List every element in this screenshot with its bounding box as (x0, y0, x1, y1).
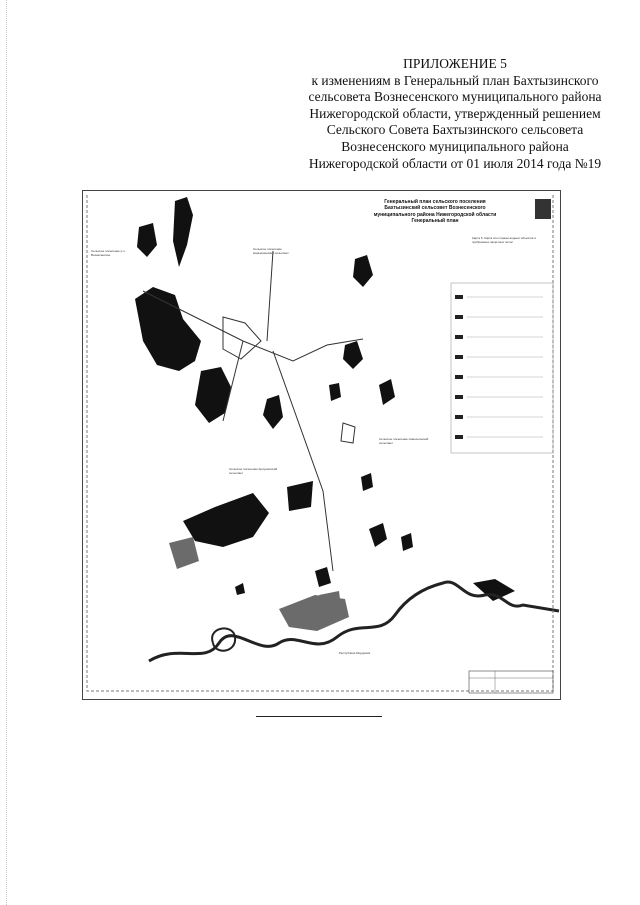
forest-patch (287, 481, 313, 511)
area-label-south: Республика Мордовия (339, 651, 371, 655)
road (267, 251, 273, 341)
page-edge-line (6, 0, 7, 905)
forest-patch (263, 395, 283, 429)
forest-patch (343, 341, 363, 369)
coat-of-arms (535, 199, 551, 219)
map-title-line: Бахтызинский сельсовет Вознесенского (384, 205, 486, 212)
forest-patch (353, 255, 373, 287)
map-drawing (83, 191, 560, 699)
map-legend (451, 283, 553, 453)
header-line: Вознесенского муниципального района (341, 138, 569, 154)
map-title-line: Генеральный план (411, 217, 459, 224)
forest-patch (135, 287, 201, 371)
protection-zone (169, 537, 199, 569)
header-line: Нижегородской области, утвержденный решением (309, 105, 601, 121)
header-line: Сельского Совета Бахтызинского сельсовета (326, 122, 584, 138)
header-line: ПРИЛОЖЕНИЕ 5 (403, 56, 507, 71)
header-line: к изменениям в Генеральный план Бахтызинского (311, 72, 599, 88)
map-title-line: муниципального района Нижегородской области (373, 211, 497, 218)
footer-rule (256, 716, 382, 717)
area-label-west: Сельское поселение р.п. Вознесенское (91, 249, 126, 257)
map-title-line: Генеральный план сельского поселения (384, 199, 486, 205)
title-block (469, 671, 553, 693)
area-label-north: Сельское поселение Нарышкинский сельсовет (253, 247, 289, 255)
forest-patch (401, 533, 413, 551)
forest-patch (195, 367, 231, 423)
road (223, 317, 261, 359)
map-subtitle: Карта 5. Карта зон охраны водных объектов и прибрежных защитных полос (472, 236, 537, 244)
forest-patch (361, 473, 373, 491)
header-line: сельсовета Вознесенского муниципального района (308, 89, 602, 105)
area-label-center: Сельское поселение Криушинский сельсовет (229, 467, 278, 475)
forest-patch (315, 567, 331, 587)
forest-patch (173, 197, 193, 267)
forest-patch (183, 493, 269, 547)
forest-patch (473, 579, 515, 601)
forest-patch (235, 583, 245, 595)
forest-patch (369, 523, 387, 547)
appendix-header (300, 56, 610, 172)
road (341, 423, 355, 443)
area-label-east: Сельское поселение Новосельский сельсовет (379, 437, 429, 445)
road (273, 351, 333, 571)
header-line: Нижегородской области от 01 июля 2014 года №19 (308, 155, 602, 171)
protection-zone (319, 591, 341, 609)
forest-patch (329, 383, 341, 401)
map-title (350, 199, 520, 224)
general-plan-map (82, 190, 561, 700)
forest-patch (379, 379, 395, 405)
